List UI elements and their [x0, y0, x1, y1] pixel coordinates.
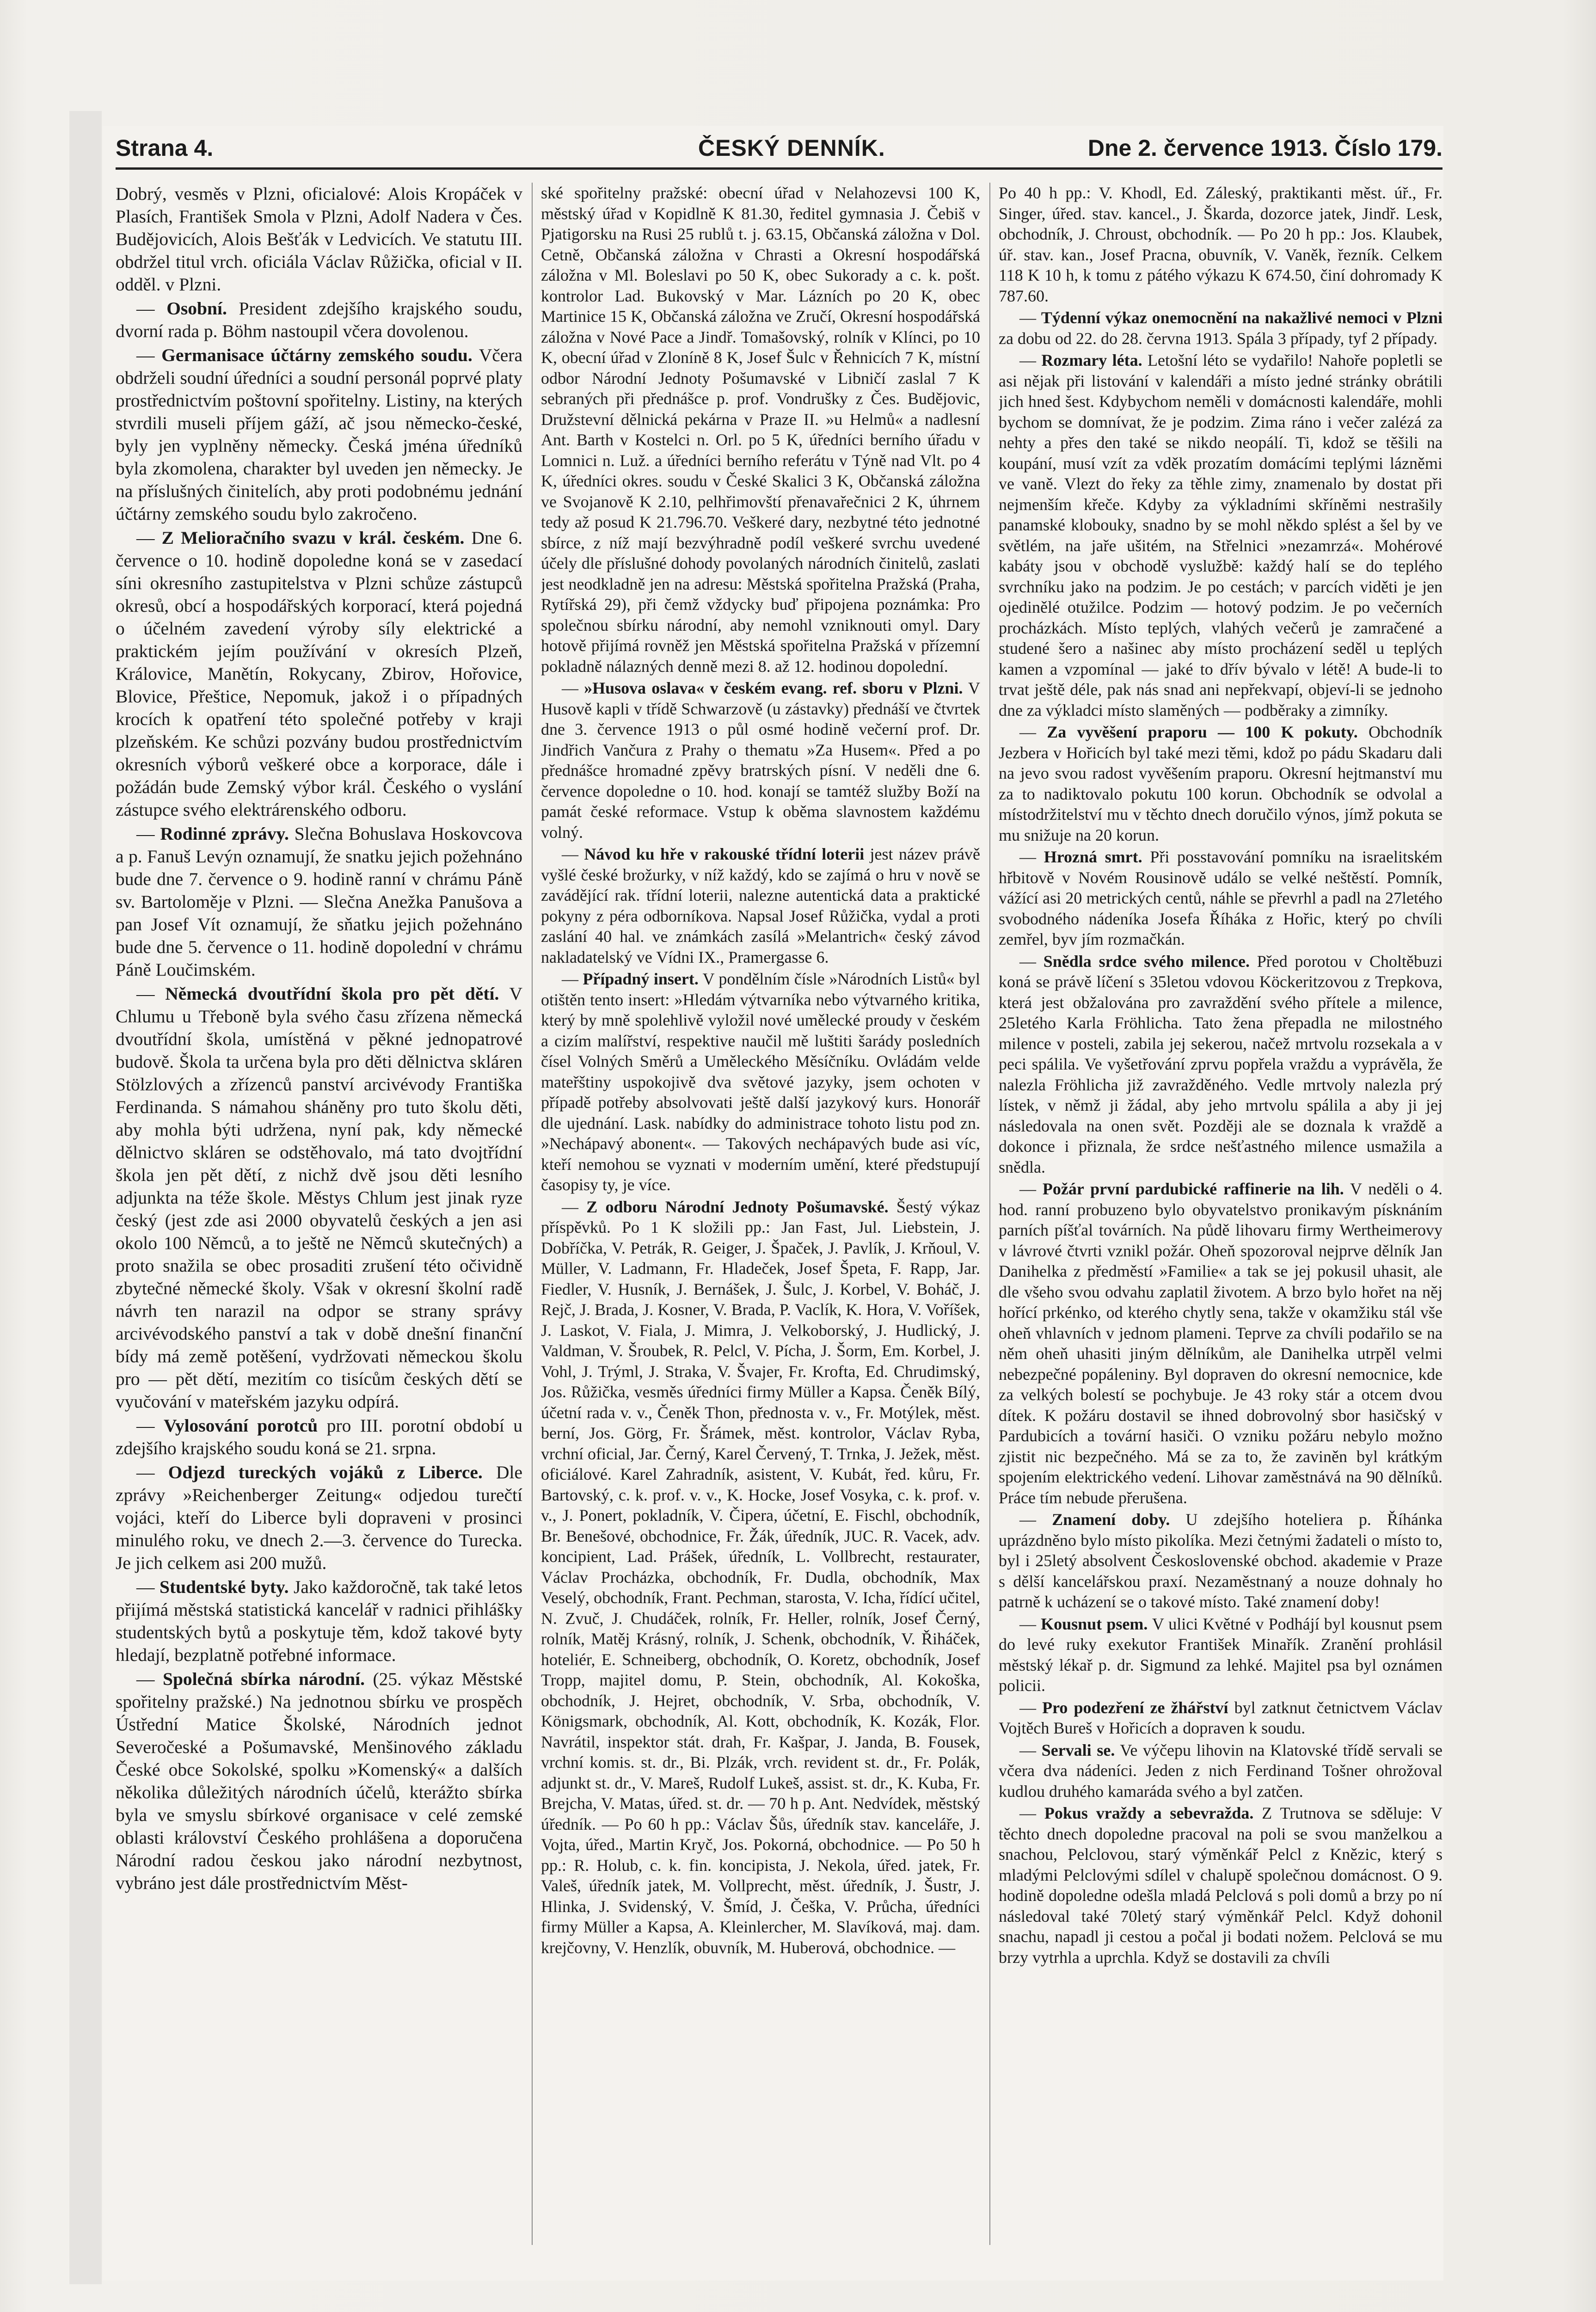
article-body: Po 40 h pp.: V. Khodl, Ed. Záleský, praktikanti měst. úř., Fr. Singer, úřed. stav. kancel., J. Škarda, dozorce jatek, Jindř. Lesk, obchodník, J. Chroust, obchodník. — Po 20 h pp.: Jos. Klaubek, úř. stav. kan., Josef Pracna, obuvník, V. Vaněk, řezník. Celkem 118 K 10 h, k tomu z pátého výkazu K 674.50, činí dohromady K 787.60.: [999, 184, 1443, 305]
article-body: Letošní léto se vydařilo! Nahoře popletli se asi nějak při listování v kalendáři a místo jedné stránky obrátili jich hned šest. Kdybychom neměli v domácnosti kalendáře, mohli bychom se domnívat, že je podzim. Zima ráno i večer zalézá za nehty a přes den také se nikdo neopálí. Ti, kdož se těšili na koupání, musí vzít za vděk prozatím domácími teplými lázněmi ve vaně. Vlezt do řeky za těhle zimy, znamenalo by dostat při nejmenším křeče. Kdyby za výkladními skříněmi nestrašily panamské klobouky, snadno by se mohl někdo splést a šel by ve světlém, na jaře ušitém, na Střelnici »nezamrzá«. Mohérové kabáty jsou v obchodě vyslužbě: každý halí se do teplého svrchníku jako na podzim. Je po cestách; v parcích viděti je jen ojedinělé otužilce. Podzim — hotový podzim. Je po večerních procházkách. Místo teplých, vlahých večerů je zamračené a studené šero a našinec aby místo procházení seděl u teplých kamen a vzpomínal — jaké to dřív bývalo v létě! A bude-li to trvat ještě déle, pak nás snad ani nepřekvapí, objeví-li se jednoho dne za výkladci místo slaměných — podběraky a zimníky.: [999, 351, 1443, 719]
newspaper-title: ČESKÝ DENNÍK.: [698, 135, 885, 161]
article-body: V pondělním čísle »Národních Listů« byl otištěn tento insert: »Hledám výtvarníka nebo výtvarného kritika, který by mně spolehlivě vyložil nové umělecké proudy v českém a cizím malířství, respektive naučil mě luštiti šarády posledních čísel Volných Směrů a Uměleckého Měsíčníku. Ovládám velde mateřštiny uspokojivě dva světové jazyky, jsem ochoten v případě potřeby absolvovati ještě další jazykový kurs. Honorář dle ujednání. Lask. nabídky do administrace tohoto listu pod zn. »Nechápavý abonent«. — Takových nechápavých bude asi víc, kteří nemohou se vyznati v moderním umění, které předstupují časopisy ty, je více.: [541, 970, 980, 1194]
article-body: V Husově kapli v třídě Schwarzově (u zástavky) přednáší ve čtvrtek dne 3. července 1913 o půl osmé hodině večerní prof. Dr. Jindřich Vančura z Prahy o thematu »Za Husem«. Před a po přednášce hromadné zpěvy bratrských písní. V neděli dne 6. července dopoledne o 10. hod. konají se tamtéž služby Boží na památ české reformace. Vstup k oběma slavnostem každému volný.: [541, 679, 980, 842]
page-fold-shadow: [69, 111, 102, 2284]
article-headline: Vylosování porotců: [163, 1415, 318, 1436]
article-body: Šestý výkaz příspěvků. Po 1 K složili pp.: Jan Fast, Jul. Liebstein, J. Dobříčka, V. Petrák, R. Geiger, J. Špaček, J. Pavlík, J. Krňoul, V. Müller, V. Ladmann, Fr. Hladeček, Josef Špeta, F. Rapp, Jar. Fiedler, V. Husník, J. Bernášek, J. Šulc, J. Korbel, V. Boháč, J. Rejč, J. Brada, J. Kosner, V. Brada, P. Vaclík, K. Hora, V. Voříšek, J. Laskot, V. Fiala, J. Mimra, J. Velkoborský, J. Hudlický, J. Valdman, V. Šroubek, R. Pelcl, V. Pícha, J. Šorm, Em. Korbel, J. Vohl, J. Trýml, J. Straka, V. Švajer, Fr. Krofta, Ed. Chrudimský, Jos. Růžička, vesměs úředníci firmy Müller a Kapsa. Čeněk Bílý, účetní rada v. v., Čeněk Thon, přednosta v. v., Fr. Motýlek, měst. berní, Jos. Görg, Fr. Šrámek, měst. kontrolor, Václav Ryba, vrchní oficial, Jar. Černý, Karel Červený, T. Trnka, J. Ježek, měst. oficiálové. Karel Zahradník, asistent, V. Kubát, řed. kůru, Fr. Bartovský, c. k. prof. v. v., K. Hocke, Josef Vosyka, c. k. prof. v. v., J. Ponert, pokladník, V. Čipera, účetní, E. Fischl, obchodník, Br. Benešové, obchodnice, Fr. Žák, úředník, JUC. R. Vacek, adv. koncipient, Lad. Prášek, úředník, L. Vollbrecht, restaurater, Václav Procházka, obchodník, Fr. Dudla, obchodník, Max Veselý, obchodník, Frant. Pechman, starosta, V. Icha, řídící učitel, N. Zvuč, J. Chudáček, rolník, Fr. Heller, rolník, Josef Černý, rolník, Matěj Krásný, rolník, J. Schenk, obchodník, V. Řiháček, hoteliér, E. Schneiberg, obchodník, O. Koretz, obchodník, Josef Tropp, majitel domu, P. Stein, obchodník, Al. Kokoška, obchodník, J. Hejret, obchodník, V. Srba, obchodník, V. Königsmark, obchodník, Al. Kott, obchodník, K. Kozák, Flor. Navrátil, inspektor stát. drah, Fr. Kašpar, J. Janda, B. Fousek, vrchní komis. st. dr., Bi. Plzák, vrch. revident st. dr., Fr. Polák, adjunkt st. dr., V. Mareš, Rudolf Lukeš, assist. st. dr., K. Kuba, Fr. Brejcha, V. Matas, úřed. st. dr. — 70 h p. Ant. Nedvídek, městský úředník. — Po 60 h pp.: Václav Šůs, úředník stav. kanceláře, J. Vojta, úřed., Martin Kryč, Jos. Pokorná, obchodnice. — Po 50 h pp.: R. Holub, c. k. fin. koncipista, J. Nekola, úřed. jatek, Fr. Valeš, úředník jatek, M. Vollprecht, měst. úředník, J. Šustr, J. Hlinka, J. Svidenský, V. Šmíd, J. Češka, V. Průcha, úředníci firmy Müller a Kapsa, A. Kleinlercher, M. Slavíková, maj. dam. krejčovny, V. Henzlík, obuvník, M. Huberová, obchodnice. —: [541, 1197, 980, 1957]
article-paragraph: — Vylosování porotců pro III. porotní období u zdejšího krajského soudu koná se 21. srpna.: [116, 1415, 522, 1458]
page-number: Strana 4.: [116, 135, 214, 161]
article-paragraph: — Germanisace účtárny zemského soudu. Včera obdrželi soudní úředníci a soudní personál poprvé platy prostřednictvím poštovní spořitelny. Listiny, na kterých stvrdili museli příjem gáží, ač jsou německo-české, byly jen vyplněny německy. Česká jména úředníků byla zkomolena, charakter byl uveden jen německy. Je na příslušných činitelích, aby proti podobnému jednání účtárny zemského soudu bylo zakročeno.: [116, 345, 522, 524]
article-body: pro III. porotní období u zdejšího krajského soudu koná se 21. srpna.: [116, 1415, 522, 1458]
article-body: Včera obdrželi soudní úředníci a soudní personál poprvé platy prostřednictvím poštovní spořitelny. Listiny, na kterých stvrdili museli příjem gáží, ač jsou německo-české, byly jen vyplněny německy. Česká jména úředníků byla zkomolena, charakter byl uveden jen německy. Je na příslušných činitelích, aby proti podobnému jednání účtárny zemského soudu bylo zakročeno.: [116, 345, 522, 524]
article-body: Slečna Bohuslava Hoskovcova a p. Fanuš Levýn oznamují, že snatku jejich požehnáno bude dne 7. července o 9. hodině ranní v chrámu Páně sv. Bartoloměje v Plzni. — Slečna Anežka Panušova a pan Josef Vít oznamují, že sňatku jejich požehnáno bude dne 5. července o 11. hodině dopolední v chrámu Páně Loučimském.: [116, 824, 522, 980]
article-body: za dobu od 22. do 28. června 1913. Spála 3 případy, tyf 2 případy.: [999, 329, 1438, 348]
article-body: Ve výčepu lihovin na Klatovské třídě servali se včera dva nádeníci. Jeden z nich Ferdinand Tošner ohrožoval kudlou druhého kamaráda svého a byl zatčen.: [999, 1740, 1443, 1801]
article-headline: Za vyvěšení praporu — 100 K pokuty.: [1047, 723, 1358, 741]
article-paragraph: — Návod ku hře v rakouské třídní loterii jest název právě vyšlé české brožurky, v níž každý, kdo se zajímá o hru v nově se zavádějící rak. třídní loterii, nalezne autentická data a praktické pokyny z péra odborníkova. Napsal Josef Růžička, vydal a proti zaslání 40 hal. ve známkách zasílá »Melantrich« český závod nakladatelský ve Vídni IX., Pramergasse 6.: [541, 845, 980, 966]
article-body: V neděli o 4. hod. ranní probuzeno bylo obyvatelstvo pronikavým písknáním parních píšťal továrních. Na půdě lihovaru firmy Wertheimerovy v lávrové čtvrti vznikl požár. Oheň spozoroval nejprve dělník Jan Danihelka z předměstí »Familie« a tak se jej pokusil uhasit, ale dle všeho svou odvahu zaplatil životem. A brzo bylo hořet na něj hořící prkénko, od kterého chytly sena, takže v okamžiku stál vše oheň vhlavních v jednom plameni. Teprve za chvíli podařilo se na něm oheň uhasiti jiným dělníkům, ale Danihelka utrpěl velmi nebezpečné popáleniny. Byl dopraven do okresní nemocnice, kde za velkých bolestí se pochybuje. Je 43 roky stár a otcem dvou dítek. K požáru dostavil se ihned dobrovolný sbor hasičský v Pardubicích a tovární hasiči. O vzniku požáru nebylo možno zjistit nic bezpečného. Má se za to, že zaviněn byl krátkým spojením elektrického vedení. Lihovar zaměstnává na 90 dělníků. Práce tím nebude přerušena.: [999, 1180, 1443, 1507]
article-headline: Znamení doby.: [1052, 1510, 1170, 1529]
article-headline: Rodinné zprávy.: [160, 824, 289, 844]
article-paragraph: — Rozmary léta. Letošní léto se vydařilo! Nahoře popletli se asi nějak při listování v kalendáři a místo jedné stránky obrátili jich hned šest. Kdybychom neměli v domácnosti kalendáře, mohli bychom se domnívat, že je podzim. Zima ráno i večer zalézá za nehty a přes den také se nikdo neopálí. Ti, kdož se těšili na koupání, musí vzít za vděk prozatím domácími teplými lázněmi ve vaně. Vlezt do řeky za těhle zimy, znamenalo by dostat při nejmenším křeče. Kdyby za výkladními skříněmi nestrašily panamské klobouky, snadno by se mohl někdo splést a šel by ve světlém, na jaře ušitém, na Střelnici »nezamrzá«. Mohérové kabáty jsou v obchodě vyslužbě: každý halí se do teplého svrchníku jako na podzim. Je po cestách; v parcích viděti je jen ojedinělé otužilce. Podzim — hotový podzim. Je po večerních procházkách. Místo teplých, vlahých večerů je zamračené a studené šero a našinec aby místo procházení seděl u teplých kamen a vzpomínal — jaké to dřív bývalo v létě! A bude-li to trvat ještě déle, pak nás snad ani nepřekvapí, objeví-li se jednoho dne za výkladci místo slaměných — podběraky a zimníky.: [999, 351, 1443, 719]
article-paragraph: — Případný insert. V pondělním čísle »Národních Listů« byl otištěn tento insert: »Hledám výtvarníka nebo výtvarného kritika, který by mně spolehlivě vyložil nové umělecké proudy v českém a cizím malířství, respektive naučil mě luštiti šarády posledních čísel Volných Směrů a Uměleckého Měsíčníku. Ovládám velde mateřštiny uspokojivě dva světové jazyky, jsem ochoten v případě potřeby absolvovati ještě další jazykový kurs. Honorář dle ujednání. Lask. nabídky do administrace tohoto listu pod zn. »Nechápavý abonent«. — Takových nechápavých bude asi víc, kteří nemohou se vyznati v moderním umění, které předstupují časopisy ty, je více.: [541, 970, 980, 1194]
header-rule: [116, 167, 1443, 170]
article-headline: Studentské byty.: [160, 1577, 289, 1597]
article-body: byl zatknut četnictvem Václav Vojtěch Bureš v Hořicích a dopraven k soudu.: [999, 1698, 1443, 1737]
article-body: Z Trutnova se sděluje: V těchto dnech dopoledne pracoval na poli se svou manželkou a snachou, Pelclovou, starý výměnkář Pelcl z Knězic, který s mladými Pelclovými sdílel v chalupě společnou domácnost. O 9. hodině dopoledne odešla mladá Pelclová s poli domů a brzy po ní následoval také 70letý starý výměnkář Pelcl. Když dohonil snachu, napadl ji cestou a počal ji bodati nožem. Pelclová se mu brzy vytrhla a uprchla. Když se dostavili za chvíli: [999, 1804, 1443, 1967]
article-body: Jako každoročně, tak také letos přijímá městská statistická kancelář v radnici přihlášky studentských bytů a poskytuje těm, kdož takové byty hledají, bezplatně potřebné informace.: [116, 1577, 522, 1665]
column-separator-1: [532, 183, 533, 2245]
article-body: jest název právě vyšlé české brožurky, v níž každý, kdo se zajímá o hru v nově se zavádějící rak. třídní loterii, nalezne autentická data a praktické pokyny z péra odborníkova. Napsal Josef Růžička, vydal a proti zaslání 40 hal. ve známkách zasílá »Melantrich« český závod nakladatelský ve Vídni IX., Pramergasse 6.: [541, 845, 980, 966]
article-headline: Pokus vraždy a sebevražda.: [1044, 1804, 1254, 1822]
article-paragraph: — Požár první pardubické raffinerie na lih. V neděli o 4. hod. ranní probuzeno bylo obyvatelstvo pronikavým písknáním parních píšťal továrních. Na půdě lihovaru firmy Wertheimerovy v lávrové čtvrti vznikl požár. Oheň spozoroval nejprve dělník Jan Danihelka z předměstí »Familie« a tak se jej pokusil uhasit, ale dle všeho svou odvahu zaplatil životem. A brzo bylo hořet na něj hořící prkénko, od kterého chytly sena, takže v okamžiku stál vše oheň vhlavních v jednom plameni. Teprve za chvíli podařilo se na něm oheň uhasiti jiným dělníkům, ale Danihelka utrpěl velmi nebezpečné popáleniny. Byl dopraven do okresní nemocnice, kde za velkých bolestí se pochybuje. Je 43 roky stár a otcem dvou dítek. K požáru dostavil se ihned dobrovolný sbor hasičský v Pardubicích a tovární hasiči. O vzniku požáru nebylo možno zjistit nic bezpečného. Má se za to, že zaviněn byl krátkým spojením elektrického vedení. Lihovar zaměstnává na 90 dělníků. Práce tím nebude přerušena.: [999, 1180, 1443, 1507]
article-body: U zdejšího hoteliera p. Říhánka uprázdněno bylo místo pikolíka. Mezi četnými žadateli o místo to, byl i 25letý absolvent Československé obchod. akademie v Praze s dělší kancelářskou praxí. Nezaměstnaný a nouze dohnaly ho patrně k ucházení se o takové místo. Také znamení doby!: [999, 1510, 1443, 1611]
article-paragraph: — Kousnut psem. V ulici Květné v Podhájí byl kousnut psem do levé ruky exekutor František Minařík. Zranění prohlásil městský lékař p. dr. Sigmund za lehké. Majitel psa byl oznámen policii.: [999, 1614, 1443, 1695]
article-headline: Rozmary léta.: [1041, 351, 1142, 369]
article-body: V Chlumu u Třeboně byla svého času zřízena německá dvoutřídní škola, umístěná v pěkné jednopatrové budově. Škola ta určena byla pro děti dělnictva skláren Stölzlových a zřízenců panství arcivévody Františka Ferdinanda. S námahou sháněny pro tuto školu děti, aby mohla býti udržena, nyní pak, kdy německé dělnictvo skláren se odstěhovalo, má tato dvojtřídní škola jen pět dětí, z nichž dvě jsou děti lesního adjunkta na téže škole. Městys Chlum jest jinak ryze český (jest zde asi 2000 obyvatelů českých a jen asi okolo 100 Němců, a to ještě ne Němců skutečných) a proto snažila se obec prosaditi zrušení této očividně zbytečné německé školy. Však v okresní školní radě návrh ten narazil na odpor se strany správy arcivévodského panství a tak v době dnešní finanční bídy má země potěšení, vydržovati německou školu pro — pět dětí, mezitím co tisícům českých dětí se vyučování v mateřském jazyku odpírá.: [116, 984, 522, 1412]
article-paragraph: — Studentské byty. Jako každoročně, tak také letos přijímá městská statistická kancelář v radnici přihlášky studentských bytů a poskytuje těm, kdož takové byty hledají, bezplatně potřebné informace.: [116, 1577, 522, 1665]
article-headline: Germanisace účtárny zemského soudu.: [161, 345, 473, 365]
article-body: ské spořitelny pražské: obecní úřad v Nelahozevsi 100 K, městský úřad v Kopidlně K 81.30, ředitel gymnasia J. Čebiš v Pjatigorsku na Rusi 25 rublů t. j. 63.15, Občanská záložna v Dol. Cetně, Občanská záložna v Chrasti a Okresní hospodářská záložna v Ml. Boleslavi po 50 K, obec Sukorady a c. k. pošt. kontrolor Lad. Bukovský v Mar. Lázních po 20 K, obec Martinice 15 K, Občanská záložna ve Zručí, Okresní hospodářská záložna v Nové Pace a Jindř. Tomašovský, rolník v Klínci, po 10 K, obecní úřad v Zloníně 8 K, Josef Šulc v Řehnicích 7 K, místní odbor Národní Jednoty Pošumavské v Libničí zaslal 7 K sebraných při přednášce p. prof. Vondrušky z Čes. Budějovic, Družstevní dělnická pekárna v Praze II. »u Helmů« a nadlesní Ant. Barth v Kostelci n. Orl. po 5 K, úředníci berního úřadu v Lomnici n. Luž. a úředníci berního referátu v Týně nad Vlt. po 4 K, úředníci okres. soudu v České Skalici 3 K, Občanská záložna ve Svojanově K 2.10, pelhřimovští přenavařečnici 2 K, úhrnem tedy až posud K 21.796.70. Veškeré dary, nezbytné této jednotné sbírce, z níž mají bezvýhradně podíl veškeré svrchu uvedené účely dle příslušné dohody povolaných národních činitelů, zaslati jest neodkladně jen na adresu: Městská spořitelna Pražská (Praha, Rytířská 29), při čemž vždycky buď připojena poznámka: Pro společnou sbírku národní, aby nemohl vzniknouti omyl. Dary hotově přijímá rovněž jen Městská spořitelna Pražská v přízemní pokladně nálazných denně mezi 8. až 12. hodinou dopolední.: [541, 184, 980, 676]
article-body: Dne 6. července o 10. hodině dopoledne koná se v zasedací síni okresního zastupitelstva v Plzni schůze zástupců okresů, obcí a hospodářských korporací, která pojedná o účelném zavedení výroby síly elektrické a praktickém jejím používání v okresích Plzeň, Královice, Manětín, Rokycany, Zbirov, Hořovice, Blovice, Přeštice, Nepomuk, jakož i o případných krocích k opatření této společné potřeby v kraji plzeňském. Ke schůzi pozvány budou prostřednictvím okresních výborů veškeré obce a korporace, dále i požádán bude Zemský výbor král. Českého o vyslání zástupce svého elektrárenského odboru.: [116, 528, 522, 820]
article-body: Dle zprávy »Reichenberger Zeitung« odjedou turečtí vojáci, kteří do Liberce byli dopraveni v prosinci minulého roku, ve dnech 2.—3. července do Turecka. Je jich celkem asi 200 mužů.: [116, 1462, 522, 1573]
article-headline: »Husova oslava« v českém evang. ref. sboru v Plzni.: [584, 679, 963, 697]
column-separator-2: [989, 183, 990, 2245]
article-headline: Případný insert.: [583, 970, 699, 988]
article-headline: Z Melioračního svazu v král. českém.: [161, 528, 465, 548]
article-paragraph: — Německá dvoutřídní škola pro pět dětí. V Chlumu u Třeboně byla svého času zřízena německá dvoutřídní škola, umístěná v pěkné jednopatrové budově. Škola ta určena byla pro děti dělnictva skláren Stölzlových a zřízenců panství arcivévody Františka Ferdinanda. S námahou sháněny pro tuto školu děti, aby mohla býti udržena, nyní pak, kdy německé dělnictvo skláren se odstěhovalo, má tato dvojtřídní škola jen pět dětí, z nichž dvě jsou děti lesního adjunkta na téže škole. Městys Chlum jest jinak ryze český (jest zde asi 2000 obyvatelů českých a jen asi okolo 100 Němců, a to ještě ne Němců skutečných) a proto snažila se obec prosaditi zrušení této očividně zbytečné německé školy. Však v okresní školní radě návrh ten narazil na odpor se strany správy arcivévodského panství a tak v době dnešní finanční bídy má země potěšení, vydržovati německou školu pro — pět dětí, mezitím co tisícům českých dětí se vyučování v mateřském jazyku odpírá.: [116, 984, 522, 1412]
article-body: Dobrý, vesměs v Plzni, oficialové: Alois Kropáček v Plasích, František Smola v Plzni, Adolf Nadera v Čes. Budějovicích, Alois Bešťák v Ledvicích. Ve statutu III. obdržel titul vrch. oficiála Václav Růžička, oficial v II. odděl. v Plzni.: [116, 184, 522, 295]
article-body: President zdejšího krajského soudu, dvorní rada p. Böhm nastoupil včera dovolenou.: [116, 298, 522, 341]
article-headline: Německá dvoutřídní škola pro pět dětí.: [165, 984, 499, 1004]
article-headline: Odjezd tureckých vojáků z Liberce.: [168, 1462, 483, 1482]
article-paragraph: — Z odboru Národní Jednoty Pošumavské. Šestý výkaz příspěvků. Po 1 K složili pp.: Jan Fast, Jul. Liebstein, J. Dobříčka, V. Petrák, R. Geiger, J. Špaček, J. Pavlík, J. Krňoul, V. Müller, V. Ladmann, Fr. Hladeček, Josef Špeta, F. Rapp, Jar. Fiedler, V. Husník, J. Bernášek, J. Šulc, J. Korbel, V. Boháč, J. Rejč, J. Brada, J. Kosner, V. Brada, P. Vaclík, K. Hora, V. Voříšek, J. Laskot, V. Fiala, J. Mimra, J. Velkoborský, J. Hudlický, J. Valdman, V. Šroubek, R. Pelcl, V. Pícha, J. Šorm, Em. Korbel, J. Vohl, J. Trýml, J. Straka, V. Švajer, Fr. Krofta, Ed. Chrudimský, Jos. Růžička, vesměs úředníci firmy Müller a Kapsa. Čeněk Bílý, účetní rada v. v., Čeněk Thon, přednosta v. v., Fr. Motýlek, měst. berní, Jos. Görg, Fr. Šrámek, měst. kontrolor, Václav Ryba, vrchní oficial, Jar. Černý, Karel Červený, T. Trnka, J. Ježek, měst. oficiálové. Karel Zahradník, asistent, V. Kubát, řed. kůru, Fr. Bartovský, c. k. prof. v. v., K. Hocke, Josef Vosyka, c. k. prof. v. v., J. Ponert, pokladník, V. Čipera, účetní, E. Fischl, obchodník, Br. Benešové, obchodnice, Fr. Žák, úředník, JUC. R. Vacek, adv. koncipient, Lad. Prášek, úředník, L. Vollbrecht, restaurater, Václav Procházka, obchodník, Fr. Dudla, obchodník, Max Veselý, obchodník, Frant. Pechman, starosta, V. Icha, řídící učitel, N. Zvuč, J. Chudáček, rolník, Fr. Heller, rolník, Josef Černý, rolník, Matěj Krásný, rolník, J. Schenk, obchodník, V. Řiháček, hoteliér, E. Schneiberg, obchodník, O. Koretz, obchodník, Josef Tropp, majitel domu, P. Stein, obchodník, Al. Kokoška, obchodník, J. Hejret, obchodník, V. Srba, obchodník, V. Königsmark, obchodník, Al. Kott, obchodník, K. Kozák, Flor. Navrátil, inspektor stát. drah, Fr. Kašpar, J. Janda, B. Fousek, vrchní komis. st. dr., Bi. Plzák, vrch. revident st. dr., Fr. Polák, adjunkt st. dr., V. Mareš, Rudolf Lukeš, assist. st. dr., K. Kuba, Fr. Brejcha, V. Matas, úřed. st. dr. — 70 h p. Ant. Nedvídek, městský úředník. — Po 60 h pp.: Václav Šůs, úředník stav. kanceláře, J. Vojta, úřed., Martin Kryč, Jos. Pokorná, obchodnice. — Po 50 h pp.: R. Holub, c. k. fin. koncipista, J. Nekola, úřed. jatek, Fr. Valeš, úředník jatek, M. Vollprecht, měst. úředník, J. Šustr, J. Hlinka, J. Svidenský, V. Šmíd, J. Češka, V. Průcha, úředníci firmy Müller a Kapsa, A. Kleinlercher, M. Slavíková, maj. dam. krejčovny, V. Henzlík, obuvník, M. Huberová, obchodnice. —: [541, 1197, 980, 1957]
article-headline: Požár první pardubické raffinerie na lih.: [1042, 1180, 1344, 1198]
article-paragraph: — Odjezd tureckých vojáků z Liberce. Dle zprávy »Reichenberger Zeitung« odjedou turečtí vojáci, kteří do Liberce byli dopraveni v prosinci minulého roku, ve dnech 2.—3. července do Turecka. Je jich celkem asi 200 mužů.: [116, 1462, 522, 1573]
article-paragraph: [541, 183, 980, 676]
article-paragraph: [116, 183, 522, 296]
article-paragraph: — Hrozná smrt. Při posstavování pomníku na israelitském hřbitově v Novém Rousinově událo se velké neštěstí. Pomník, vážící asi 20 metrických centů, náhle se převrhl a padl na 27letého svobodného nádeníka Josefa Říháka z Hořic, který po chvíli zemřel, byv jím rozmačkán.: [999, 848, 1443, 948]
column-1: [116, 183, 522, 2254]
page-header: [116, 129, 1443, 166]
article-paragraph: — Společná sbírka národní. (25. výkaz Městské spořitelny pražské.) Na jednotnou sbírku ve prospěch Ústřední Matice Školské, Národních jednot Severočeské a Pošumavské, Menšinového základu České obce Sokolské, spolku »Komenský« a dalších několika důležitých národních účelů, kterážto sbírka byla ve smyslu sbírkové organisace v celé zemské oblasti království Českého prohlášena a doporučena Národní radou českou jako národní nezbytnost, vybráno jest dále prostřednictvím Měst-: [116, 1669, 522, 1893]
article-headline: Snědla srdce svého milence.: [1043, 952, 1250, 971]
article-body: Před porotou v Choltěbuzi koná se právě líčení s 35letou vdovou Köckeritzovou z Trepkova, která jest obžalována pro zavraždění svého přítele a milence, 25letého Karla Fröhlicha. Tato žena přepadla ne milostného milence v posteli, zabila jej sekerou, načež mrtvolu rozsekala a v peci spálila. Ve vyšetřování zprvu popřela vraždu a vyprávěla, že nalezla Fröhlicha již zavražděného. Vedle mrtvoly nalezla prý lístek, v němž ji žádal, aby jeho mrtvolu spálila a aby ji jej následovala na onen svět. Později ale se doznala k vraždě a dokonce i přiznala, že srdce nešťastného milence usmažila a snědla.: [999, 952, 1443, 1176]
article-body: V ulici Květné v Podhájí byl kousnut psem do levé ruky exekutor František Minařík. Zranění prohlásil městský lékař p. dr. Sigmund za lehké. Majitel psa byl oznámen policii.: [999, 1614, 1443, 1695]
article-headline: Hrozná smrt.: [1044, 848, 1142, 866]
column-3: [999, 183, 1443, 2254]
article-paragraph: — Rodinné zprávy. Slečna Bohuslava Hoskovcova a p. Fanuš Levýn oznamují, že snatku jejich požehnáno bude dne 7. července o 9. hodině ranní v chrámu Páně sv. Bartoloměje v Plzni. — Slečna Anežka Panušova a pan Josef Vít oznamují, že sňatku jejich požehnáno bude dne 5. července o 11. hodině dopolední v chrámu Páně Loučimském.: [116, 824, 522, 980]
article-paragraph: — »Husova oslava« v českém evang. ref. sboru v Plzni. V Husově kapli v třídě Schwarzově (u zástavky) přednáší ve čtvrtek dne 3. července 1913 o půl osmé hodině večerní prof. Dr. Jindřich Vančura z Prahy o thematu »Za Husem«. Před a po přednášce hromadné zpěvy bratrských písní. V neděli dne 6. července dopoledne o 10. hod. konají se tamtéž služby Boží na památ české reformace. Vstup k oběma slavnostem každému volný.: [541, 679, 980, 842]
article-body: Při posstavování pomníku na israelitském hřbitově v Novém Rousinově událo se velké neštěstí. Pomník, vážící asi 20 metrických centů, náhle se převrhl a padl na 27letého svobodného nádeníka Josefa Říháka z Hořic, který po chvíli zemřel, byv jím rozmačkán.: [999, 848, 1443, 948]
article-paragraph: — Znamení doby. U zdejšího hoteliera p. Říhánka uprázdněno bylo místo pikolíka. Mezi četnými žadateli o místo to, byl i 25letý absolvent Československé obchod. akademie v Praze s dělší kancelářskou praxí. Nezaměstnaný a nouze dohnaly ho patrně k ucházení se o takové místo. Také znamení doby!: [999, 1510, 1443, 1611]
article-paragraph: [999, 183, 1443, 306]
article-headline: Servali se.: [1041, 1740, 1115, 1759]
article-paragraph: — Týdenní výkaz onemocnění na nakažlivé nemoci v Plzni za dobu od 22. do 28. června 1913. Spála 3 případy, tyf 2 případy.: [999, 308, 1443, 348]
article-paragraph: — Servali se. Ve výčepu lihovin na Klatovské třídě servali se včera dva nádeníci. Jeden z nich Ferdinand Tošner ohrožoval kudlou druhého kamaráda svého a byl zatčen.: [999, 1740, 1443, 1801]
issue-date-number: Dne 2. července 1913. Číslo 179.: [1087, 135, 1443, 161]
article-headline: Kousnut psem.: [1041, 1614, 1148, 1633]
article-paragraph: — Z Melioračního svazu v král. českém. Dne 6. července o 10. hodině dopoledne koná se v zasedací síni okresního zastupitelstva v Plzni schůze zástupců okresů, obcí a hospodářských korporací, která pojedná o účelném zavedení výroby síly elektrické a praktickém jejím používání v okresích Plzeň, Královice, Manětín, Rokycany, Zbirov, Hořovice, Blovice, Přeštice, Nepomuk, jakož i o případných krocích k opatření této společné potřeby v kraji plzeňském. Ke schůzi pozvány budou prostřednictvím okresních výborů veškeré obce a korporace, dále i požádán bude Zemský výbor král. Českého o vyslání zástupce svého elektrárenského odboru.: [116, 528, 522, 820]
column-2: [541, 183, 980, 2254]
article-body: (25. výkaz Městské spořitelny pražské.) Na jednotnou sbírku ve prospěch Ústřední Matice Školské, Národních jednot Severočeské a Pošumavské, Menšinového základu České obce Sokolské, spolku »Komenský« a dalších několika důležitých národních účelů, kterážto sbírka byla ve smyslu sbírkové organisace v celé zemské oblasti království Českého prohlášena a doporučena Národní radou českou jako národní nezbytnost, vybráno jest dále prostřednictvím Měst-: [116, 1669, 522, 1893]
article-body: Obchodník Jezbera v Hořicích byl také mezi těmi, kdož po pádu Skadaru dali na jevo svou radost vyvěšením praporu. Okresní hejtmanství mu za to nadiktovalo pokutu 100 korun. Obchodník se odvolal a místodržitelství mu v těchto dnech doručilo výnos, jímž pokuta se mu snižuje na 20 korun.: [999, 723, 1443, 844]
article-headline: Návod ku hře v rakouské třídní loterii: [584, 845, 865, 863]
article-headline: Společná sbírka národní.: [162, 1669, 365, 1689]
article-paragraph: — Za vyvěšení praporu — 100 K pokuty. Obchodník Jezbera v Hořicích byl také mezi těmi, kdož po pádu Skadaru dali na jevo svou radost vyvěšením praporu. Okresní hejtmanství mu za to nadiktovalo pokutu 100 korun. Obchodník se odvolal a místodržitelství mu v těchto dnech doručilo výnos, jímž pokuta se mu snižuje na 20 korun.: [999, 723, 1443, 844]
article-headline: Osobní.: [166, 298, 227, 319]
article-headline: Z odboru Národní Jednoty Pošumavské.: [586, 1197, 889, 1216]
article-paragraph: — Pro podezření ze žhářství byl zatknut četnictvem Václav Vojtěch Bureš v Hořicích a dopraven k soudu.: [999, 1698, 1443, 1737]
article-paragraph: — Osobní. President zdejšího krajského soudu, dvorní rada p. Böhm nastoupil včera dovolenou.: [116, 298, 522, 341]
article-headline: Pro podezření ze žhářství: [1042, 1698, 1228, 1717]
article-paragraph: — Pokus vraždy a sebevražda. Z Trutnova se sděluje: V těchto dnech dopoledne pracoval na poli se svou manželkou a snachou, Pelclovou, starý výměnkář Pelcl z Knězic, který s mladými Pelclovými sdílel v chalupě společnou domácnost. O 9. hodině dopoledne odešla mladá Pelclová s poli domů a brzy po ní následoval také 70letý starý výměnkář Pelcl. Když dohonil snachu, napadl ji cestou a počal ji bodati nožem. Pelclová se mu brzy vytrhla a uprchla. Když se dostavili za chvíli: [999, 1804, 1443, 1967]
article-headline: Týdenní výkaz onemocnění na nakažlivé nemoci v Plzni: [1041, 308, 1443, 327]
article-paragraph: — Snědla srdce svého milence. Před porotou v Choltěbuzi koná se právě líčení s 35letou vdovou Köckeritzovou z Trepkova, která jest obžalována pro zavraždění svého přítele a milence, 25letého Karla Fröhlicha. Tato žena přepadla ne milostného milence v posteli, zabila jej sekerou, načež mrtvolu rozsekala a v peci spálila. Ve vyšetřování zprvu popřela vraždu a vyprávěla, že nalezla Fröhlicha již zavražděného. Vedle mrtvoly nalezla prý lístek, v němž ji žádal, aby jeho mrtvolu spálila a aby ji jej následovala na onen svět. Později ale se doznala k vraždě a dokonce i přiznala, že srdce nešťastného milence usmažila a snědla.: [999, 952, 1443, 1176]
